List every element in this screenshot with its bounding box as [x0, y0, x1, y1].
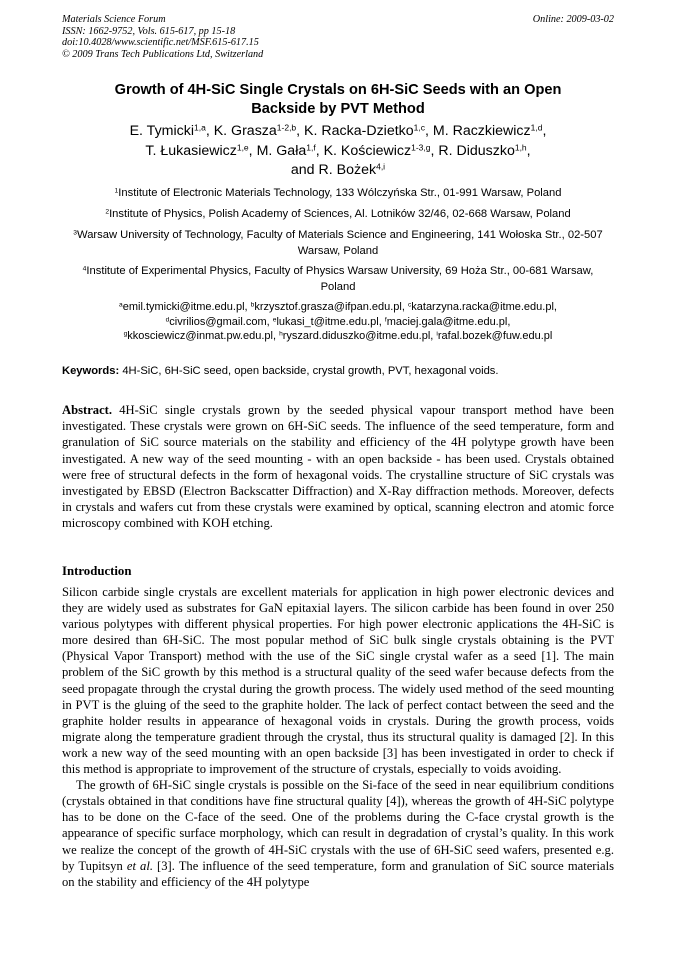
author-name: K. Grasza	[213, 123, 277, 139]
affiliation-1	[62, 185, 614, 201]
affiliation-text: Institute of Electronic Materials Technology, 133 Wólczyńska Str., 01-991 Warsaw, Poland	[118, 187, 562, 199]
affiliation-number: 4	[82, 265, 87, 273]
author-name: M. Gała	[256, 142, 307, 159]
affiliation-4	[62, 263, 614, 295]
affiliation-number: 1	[114, 187, 119, 195]
abstract	[62, 402, 614, 532]
author-aff: 1,a	[193, 122, 206, 133]
affiliation-number: 2	[105, 208, 110, 216]
email-key: b	[250, 301, 255, 309]
affiliation-text: Institute of Experimental Physics, Faculty of Physics Warsaw University, 69 Hoża Str., 00-681 Warsaw, Poland	[86, 265, 594, 293]
author-aff: 1,f	[306, 141, 316, 152]
keywords-label: Keywords:	[62, 365, 120, 377]
email-line-2: $^d$civrilios@gmail.com, $^e$lukasi_t@itme.edu.pl, $^f$maciej.gala@itme.edu.pl,	[165, 315, 511, 328]
copyright: © 2009 Trans Tech Publications Ltd, Switzerland	[62, 48, 264, 60]
intro-paragraph-2	[62, 777, 614, 890]
journal-header	[62, 14, 614, 60]
author-name: R. Bożek	[318, 162, 377, 178]
abstract-text: 4H-SiC single crystals grown by the seeded physical vapour transport method have been investigated. These crystals were grown on 6H-SiC seeds. The influence of the seed temperature, form and granulation of SiC source materials on the stability and efficiency of the 4H polytype growth have been investigated. A new way of the seed mounting - with an open backside - has been used. Crystals obtained were free of structural defects in the form of hexagonal voids. The crystalline structure of SiC crystals was investigated by EBSD (Electron Backscatter Diffraction) and X-Ray diffraction methods. Moreover, defects in crystals and wafers cut from these crystals were examined by optical, scanning electron and atomic force microscopy combined with KOH etching.	[62, 403, 614, 531]
keywords-text: 4H-SiC, 6H-SiC seed, open backside, crystal growth, PVT, hexagonal voids.	[122, 365, 499, 377]
email-address[interactable]: civrilios@gmail.com	[169, 315, 267, 328]
author-name: R. Diduszko	[438, 142, 515, 159]
intro-paragraph-1: Silicon carbide single crystals are excellent materials for application in high power electronic devices and they are widely used as substrates for GaN epitaxial layers. The silicon carbide has been found in over 250 various polytypes with different physical properties. For high power electronic applications the 4H-SiC is more desired than 6H-SiC. The most popular method of SiC bulk single crystals obtaining is the PVT (Physical Vapor Transport) method with the use of the SiC single crystal wafer as a seed [1]. The main problem of the SiC growth by this method is a structural quality of the seed wafer because defects from the seed propagate through the crystal during the growth process. The widely used method of the seed mounting in PVT is the gluing of the seed to the graphite holder. The lack of perfect contact between the seed and the graphite holder results in appearance of hexagonal voids in crystals. During the growth process, voids migrate along the temperature gradient through the crystal, thus its structural quality is damaged [2]. In this work a new way of the seed mounting with an open backside [3] has been investigated in order to check if this method is appropriate to improvement of the structure of crystals, especially to voids avoiding.	[62, 585, 614, 777]
email-address[interactable]: katarzyna.racka@itme.edu.pl	[411, 301, 554, 313]
intro-p2-text: The growth of 6H-SiC single crystals is possible on the Si-face of the seed in near equilibrium conditions (crystals obtained in that conditions have fine structural quality [4]), whereas the growth of 4H-SiC polytype has to be done on the C-face of the seed. One of the problems during the C-face crystal growth is the appearance of specific surface morphology, which can result in degradation of crystal’s quality. In this work we realize the concept of the growth of 4H-SiC crystals with the use of 6H-SiC seed wafers, presented e.g. by Tupitsyn	[62, 778, 614, 873]
email-key: d	[165, 315, 170, 323]
affiliation-number: 3	[73, 229, 78, 237]
email-address[interactable]: maciej.gala@itme.edu.pl	[386, 315, 508, 328]
email-key: a	[119, 301, 123, 309]
email-address[interactable]: krzysztof.grasza@ifpan.edu.pl	[254, 301, 402, 313]
doi: doi:10.4028/www.scientific.net/MSF.615-617.15	[62, 37, 259, 49]
title-line-2: Backside by PVT Method	[251, 100, 425, 117]
email-address[interactable]: emil.tymicki@itme.edu.pl	[122, 301, 245, 313]
introduction-body	[62, 584, 614, 890]
title-line-1: Growth of 4H-SiC Single Crystals on 6H-SiC Seeds with an Open	[114, 82, 562, 98]
email-line-1: $^a$emil.tymicki@itme.edu.pl, $^b$krzysztof.grasza@ifpan.edu.pl, $^c$katarzyna.racka@itme.edu.pl,	[119, 301, 557, 313]
author-aff: 1,d	[530, 122, 543, 133]
author-aff: 1-3,g	[411, 141, 431, 152]
affiliation-2	[62, 206, 614, 222]
paper-title	[62, 81, 614, 118]
intro-p2-text-end: [3]. The influence of the seed temperature, form and granulation of SiC source materials on the stability and efficiency of the 4H polytype	[62, 858, 614, 889]
issn: ISSN: 1662-9752, Vols. 615-617, pp 15-18	[62, 25, 236, 37]
author-name: M. Raczkiewicz	[432, 123, 531, 139]
affiliation-3	[62, 227, 614, 259]
author-line-2: T. Łukasiewicz$^{1,e}$, M. Gała$^{1,f}$, K. Kościewicz$^{1-3,g}$, R. Diduszko$^{1,h}$,	[145, 141, 531, 159]
author-aff: 1,c	[413, 122, 425, 133]
email-address[interactable]: rafal.bozek@fuw.edu.pl	[437, 330, 553, 343]
keywords	[62, 364, 614, 378]
email-key: e	[272, 315, 277, 323]
author-aff: 1-2,b	[276, 122, 297, 133]
email-key: g	[123, 330, 128, 338]
abstract-label: Abstract.	[62, 403, 113, 417]
author-name: T. Łukasiewicz	[145, 142, 237, 159]
author-name: K. Racka-Dzietko	[304, 123, 414, 139]
email-key: h	[279, 330, 283, 338]
email-key: c	[407, 301, 412, 309]
email-key: f	[384, 315, 387, 323]
author-and: and	[290, 162, 315, 178]
section-heading-introduction: Introduction	[62, 564, 132, 578]
author-aff: 4,i	[376, 161, 386, 172]
email-address[interactable]: kkosciewicz@inmat.pw.edu.pl	[127, 330, 273, 343]
online-date: Online: 2009-03-02	[532, 14, 614, 25]
email-address[interactable]: ryszard.diduszko@itme.edu.pl	[282, 330, 431, 343]
email-line-3: $^g$kkosciewicz@inmat.pw.edu.pl, $^h$ryszard.diduszko@itme.edu.pl, $^i$rafal.bozek@fuw.edu.pl	[123, 330, 553, 343]
author-line-3	[62, 161, 614, 181]
author-name: E. Tymicki	[129, 123, 194, 139]
email-key: i	[436, 330, 438, 338]
author-aff: 1,e	[236, 141, 249, 152]
email-list	[62, 300, 614, 344]
author-list	[62, 122, 614, 181]
author-line-1: E. Tymicki$^{1,a}$, K. Grasza$^{1-2,b}$, K. Racka-Dzietko$^{1,c}$, M. Raczkiewicz$^{1,d}$,	[129, 122, 547, 139]
journal-name: Materials Science Forum	[62, 14, 166, 25]
intro-p2-etal: et al.	[126, 858, 153, 873]
affiliation-text: Institute of Physics, Polish Academy of Sciences, Al. Lotników 32/46, 02-668 Warsaw, Poland	[109, 208, 571, 220]
author-name: K. Kościewicz	[323, 142, 412, 159]
email-address[interactable]: lukasi_t@itme.edu.pl	[276, 315, 379, 328]
author-aff: 1,h	[514, 141, 527, 152]
affiliation-text: Warsaw University of Technology, Faculty of Materials Science and Engineering, 141 Wołoska Str., 02-507 Warsaw, Poland	[77, 229, 603, 257]
